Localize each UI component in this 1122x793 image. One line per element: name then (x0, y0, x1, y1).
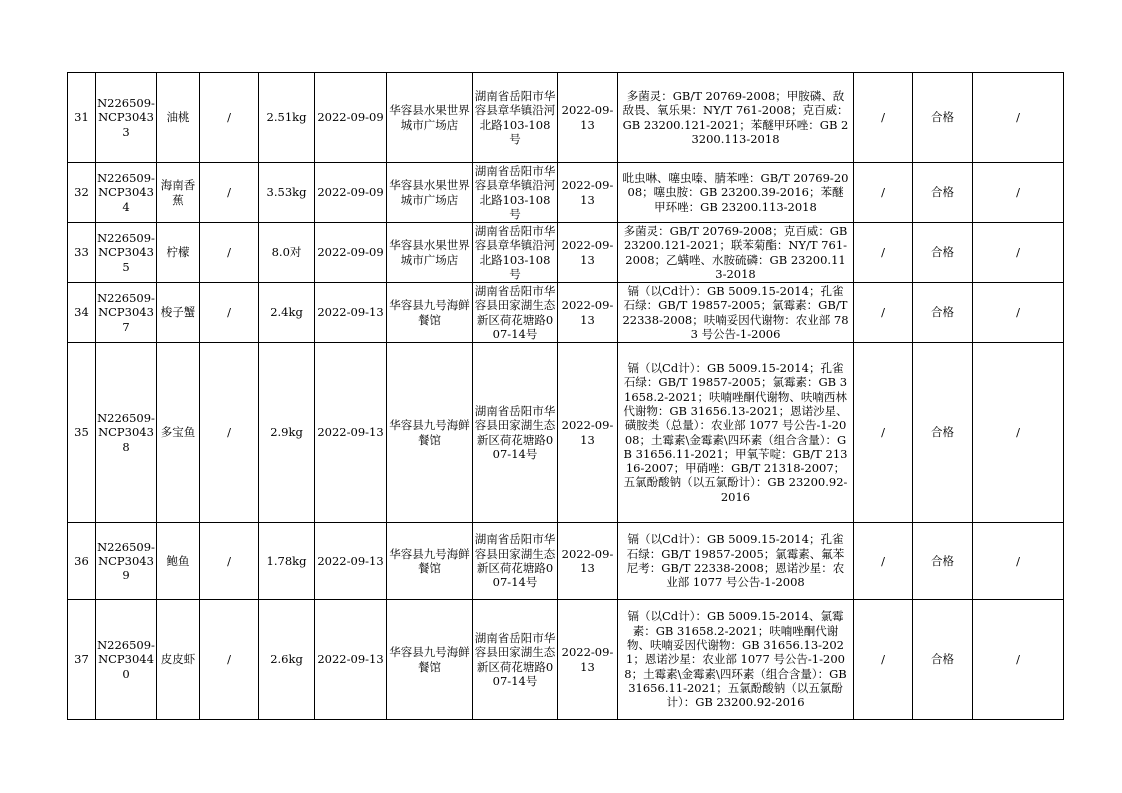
remark-cell: / (973, 523, 1064, 600)
sample-name-cell: 皮皮虾 (157, 600, 200, 720)
result-cell: 合格 (913, 223, 973, 283)
remark-cell: / (973, 343, 1064, 523)
row-number-cell: 34 (68, 283, 96, 343)
result-cell: 合格 (913, 163, 973, 223)
result-cell: 合格 (913, 283, 973, 343)
other-info-cell: / (854, 600, 913, 720)
sampling-date-cell: 2022-09-13 (315, 283, 387, 343)
sampled-unit-cell: 华容县九号海鲜餐馆 (387, 283, 473, 343)
brand-cell: / (200, 223, 259, 283)
sample-name-cell: 海南香蕉 (157, 163, 200, 223)
brand-cell: / (200, 600, 259, 720)
sample-number-cell: N226509-NCP30434 (96, 163, 157, 223)
remark-cell: / (973, 223, 1064, 283)
table-row (68, 163, 1064, 223)
sampling-date-cell: 2022-09-13 (315, 523, 387, 600)
sample-quantity-cell: 2.6kg (259, 600, 315, 720)
test-standards-cell: 镉（以Cd计）：GB 5009.15-2014、氯霉素：GB 31658.2-2021；呋喃唑酮代谢物、呋喃妥因代谢物：GB 31656.13-2021；恩诺沙星：农业部 1077 号公告-1-2008；土霉素\金霉素\四环素（组合含量）：GB 31656.11-2021；五氯酚酸钠（以五氯酚计）：GB 23200.92-2016 (618, 600, 854, 720)
sampled-unit-cell: 华容县九号海鲜餐馆 (387, 523, 473, 600)
test-standards-cell: 镉（以Cd计）：GB 5009.15-2014；孔雀石绿：GB/T 19857-2005；氯霉素：GB/T 22338-2008；呋喃妥因代谢物：农业部 783 号公告-1-2006 (618, 283, 854, 343)
received-date-cell: 2022-09-13 (558, 283, 618, 343)
sample-name-cell: 鲍鱼 (157, 523, 200, 600)
sample-quantity-cell: 3.53kg (259, 163, 315, 223)
sample-quantity-cell: 2.9kg (259, 343, 315, 523)
sample-name-cell: 柠檬 (157, 223, 200, 283)
table-row (68, 73, 1064, 163)
received-date-cell: 2022-09-13 (558, 343, 618, 523)
sampling-date-cell: 2022-09-09 (315, 223, 387, 283)
remark-cell: / (973, 283, 1064, 343)
sampled-unit-cell: 华容县九号海鲜餐馆 (387, 343, 473, 523)
remark-cell: / (973, 163, 1064, 223)
brand-cell: / (200, 163, 259, 223)
row-number-cell: 36 (68, 523, 96, 600)
received-date-cell: 2022-09-13 (558, 600, 618, 720)
sampled-unit-cell: 华容县水果世界城市广场店 (387, 73, 473, 163)
brand-cell: / (200, 283, 259, 343)
sampled-unit-cell: 华容县水果世界城市广场店 (387, 163, 473, 223)
sampled-address-cell: 湖南省岳阳市华容县田家湖生态新区荷花塘路007-14号 (473, 523, 558, 600)
sampled-unit-cell: 华容县水果世界城市广场店 (387, 223, 473, 283)
result-cell: 合格 (913, 73, 973, 163)
sample-quantity-cell: 2.51kg (259, 73, 315, 163)
sample-quantity-cell: 1.78kg (259, 523, 315, 600)
other-info-cell: / (854, 73, 913, 163)
sampled-unit-cell: 华容县九号海鲜餐馆 (387, 600, 473, 720)
other-info-cell: / (854, 223, 913, 283)
received-date-cell: 2022-09-13 (558, 163, 618, 223)
sampled-address-cell: 湖南省岳阳市华容县田家湖生态新区荷花塘路007-14号 (473, 343, 558, 523)
remark-cell: / (973, 73, 1064, 163)
sampling-date-cell: 2022-09-09 (315, 163, 387, 223)
other-info-cell: / (854, 523, 913, 600)
table-row (68, 283, 1064, 343)
other-info-cell: / (854, 343, 913, 523)
result-cell: 合格 (913, 343, 973, 523)
sampling-date-cell: 2022-09-09 (315, 73, 387, 163)
test-standards-cell: 多菌灵：GB/T 20769-2008；甲胺磷、敌敌畏、氧乐果：NY/T 761-2008；克百威：GB 23200.121-2021；苯醚甲环唑：GB 23200.113-2018 (618, 73, 854, 163)
other-info-cell: / (854, 163, 913, 223)
sample-quantity-cell: 8.0对 (259, 223, 315, 283)
remark-cell: / (973, 600, 1064, 720)
received-date-cell: 2022-09-13 (558, 223, 618, 283)
test-standards-cell: 镉（以Cd计）：GB 5009.15-2014；孔雀石绿：GB/T 19857-2005；氯霉素、氟苯尼考：GB/T 22338-2008；恩诺沙星：农业部 1077 号公告-1-2008 (618, 523, 854, 600)
sampled-address-cell: 湖南省岳阳市华容县田家湖生态新区荷花塘路007-14号 (473, 283, 558, 343)
sample-name-cell: 梭子蟹 (157, 283, 200, 343)
test-standards-cell: 吡虫啉、噻虫嗪、腈苯唑：GB/T 20769-2008；噻虫胺：GB 23200.39-2016；苯醚甲环唑：GB 23200.113-2018 (618, 163, 854, 223)
sample-quantity-cell: 2.4kg (259, 283, 315, 343)
sampled-address-cell: 湖南省岳阳市华容县章华镇沿河北路103-108号 (473, 73, 558, 163)
row-number-cell: 37 (68, 600, 96, 720)
table-row (68, 223, 1064, 283)
sample-number-cell: N226509-NCP30437 (96, 283, 157, 343)
row-number-cell: 35 (68, 343, 96, 523)
received-date-cell: 2022-09-13 (558, 73, 618, 163)
received-date-cell: 2022-09-13 (558, 523, 618, 600)
row-number-cell: 32 (68, 163, 96, 223)
result-cell: 合格 (913, 523, 973, 600)
row-number-cell: 33 (68, 223, 96, 283)
brand-cell: / (200, 343, 259, 523)
sampled-address-cell: 湖南省岳阳市华容县章华镇沿河北路103-108号 (473, 223, 558, 283)
sample-name-cell: 油桃 (157, 73, 200, 163)
sample-number-cell: N226509-NCP30435 (96, 223, 157, 283)
table-row (68, 523, 1064, 600)
sampled-address-cell: 湖南省岳阳市华容县田家湖生态新区荷花塘路007-14号 (473, 600, 558, 720)
brand-cell: / (200, 523, 259, 600)
sample-name-cell: 多宝鱼 (157, 343, 200, 523)
table-row (68, 600, 1064, 720)
sampling-date-cell: 2022-09-13 (315, 600, 387, 720)
sampled-address-cell: 湖南省岳阳市华容县章华镇沿河北路103-108号 (473, 163, 558, 223)
sampling-date-cell: 2022-09-13 (315, 343, 387, 523)
sample-number-cell: N226509-NCP30439 (96, 523, 157, 600)
table-row (68, 343, 1064, 523)
test-standards-cell: 多菌灵：GB/T 20769-2008；克百威：GB 23200.121-2021；联苯菊酯：NY/T 761-2008；乙螨唑、水胺硫磷：GB 23200.113-2018 (618, 223, 854, 283)
sample-number-cell: N226509-NCP30433 (96, 73, 157, 163)
sample-number-cell: N226509-NCP30438 (96, 343, 157, 523)
brand-cell: / (200, 73, 259, 163)
table-body (68, 73, 1064, 720)
row-number-cell: 31 (68, 73, 96, 163)
inspection-results-table (67, 72, 1064, 720)
test-standards-cell: 镉（以Cd计）：GB 5009.15-2014；孔雀石绿：GB/T 19857-2005；氯霉素：GB 31658.2-2021；呋喃唑酮代谢物、呋喃西林代谢物：GB 31656.13-2021；恩诺沙星、磺胺类（总量）：农业部 1077 号公告-1-2008；土霉素\金霉素\四环素（组合含量）：GB 31656.11-2021；甲氧苄啶：GB/T 21316-2007；甲硝唑：GB/T 21318-2007；五氯酚酸钠（以五氯酚计）：GB 23200.92-2016 (618, 343, 854, 523)
other-info-cell: / (854, 283, 913, 343)
sample-number-cell: N226509-NCP30440 (96, 600, 157, 720)
result-cell: 合格 (913, 600, 973, 720)
